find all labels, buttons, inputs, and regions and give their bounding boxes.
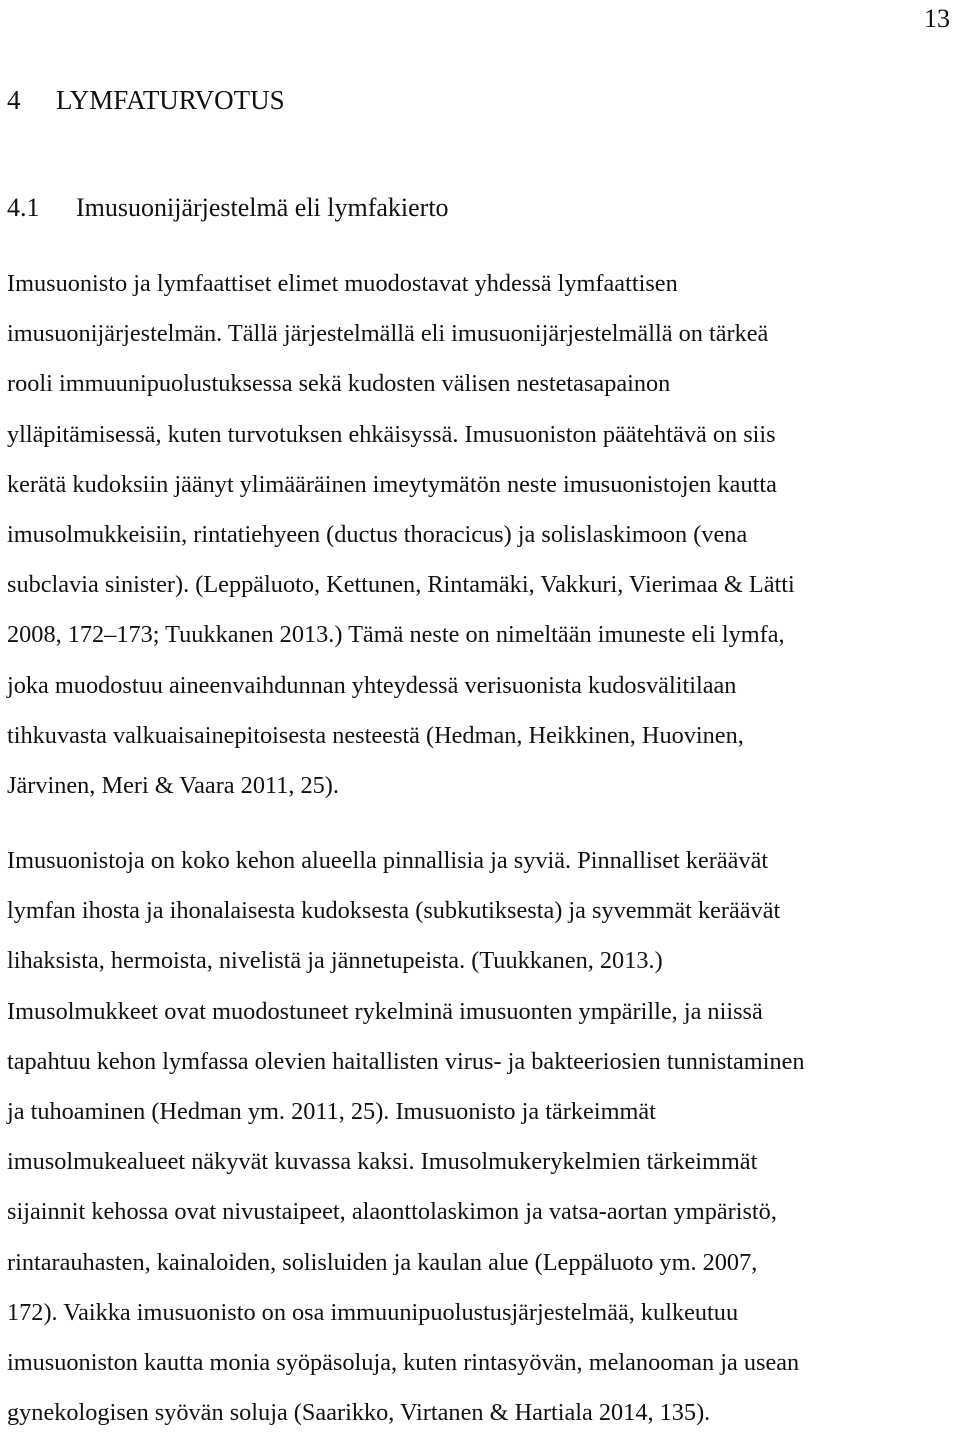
section-title: Imusuonijärjestelmä eli lymfakierto [76,193,449,222]
text-line: tapahtuu kehon lymfassa olevien haitallisten virus- ja bakteeriosien tunnistaminen [7,1047,805,1075]
page-number: 13 [924,4,950,33]
chapter-title: LYMFATURVOTUS [56,85,285,115]
paragraph-lymphatic-system [7,259,795,811]
text-line: subclavia sinister). (Leppäluoto, Kettunen, Rintamäki, Vakkuri, Vierimaa & Lätti [7,571,795,599]
text-line: joka muodostuu aineenvaihdunnan yhteydessä verisuonista kudosvälitilaan [7,671,737,699]
text-line: gynekologisen syövän soluja (Saarikko, Virtanen & Hartiala 2014, 135). [7,1399,711,1427]
text-line: tihkuvasta valkuaisainepitoisesta nesteestä (Hedman, Heikkinen, Huovinen, [7,721,744,749]
chapter-heading [7,84,285,116]
section-number: 4.1 [7,193,40,222]
text-line: rintarauhasten, kainaloiden, solisluiden ja kaulan alue (Leppäluoto ym. 2007, [7,1248,758,1276]
text-line: imusolmukealueet näkyvät kuvassa kaksi. Imusolmukerykelmien tärkeimmät [7,1148,758,1176]
paragraph-lymph-vessels [7,836,805,1438]
text-line: lihaksista, hermoista, nivelistä ja jännetupeista. (Tuukkanen, 2013.) [7,947,663,975]
text-line: Imusuonisto ja lymfaattiset elimet muodostavat yhdessä lymfaattisen [7,270,678,297]
text-line: imusolmukkeisiin, rintatiehyeen (ductus thoracicus) ja solislaskimoon (vena [7,521,748,549]
text-line: kerätä kudoksiin jäänyt ylimääräinen imeytymätön neste imusuonistojen kautta [7,470,777,498]
text-line: 172). Vaikka imusuonisto on osa immuunipuolustusjärjestelmää, kulkeutuu [7,1298,739,1326]
text-line: ja tuhoaminen (Hedman ym. 2011, 25). Imusuonisto ja tärkeimmät [7,1098,656,1126]
chapter-number: 4 [7,85,21,115]
text-line: Järvinen, Meri & Vaara 2011, 25). [7,772,339,800]
section-heading [7,192,449,224]
text-line: 2008, 172–173; Tuukkanen 2013.) Tämä neste on nimeltään imuneste eli lymfa, [7,621,785,649]
text-line: imusuonijärjestelmän. Tällä järjestelmällä eli imusuonijärjestelmällä on tärkeä [7,320,769,348]
text-line: lymfan ihosta ja ihonalaisesta kudoksesta (subkutiksesta) ja syvemmät keräävät [7,897,781,925]
text-line: sijainnit kehossa ovat nivustaipeet, alaonttolaskimon ja vatsa-aortan ympäristö, [7,1198,777,1226]
text-line: ylläpitämisessä, kuten turvotuksen ehkäisyssä. Imusuoniston päätehtävä on siis [7,420,776,448]
text-line: Imusuonistoja on koko kehon alueella pinnallisia ja syviä. Pinnalliset keräävät [7,847,769,874]
text-line: imusuoniston kautta monia syöpäsoluja, kuten rintasyövän, melanooman ja usean [7,1349,800,1377]
text-line: rooli immuunipuolustuksessa sekä kudosten välisen nestetasapainon [7,370,671,398]
text-line: Imusolmukkeet ovat muodostuneet rykelminä imusuonten ympärille, ja niissä [7,997,763,1025]
